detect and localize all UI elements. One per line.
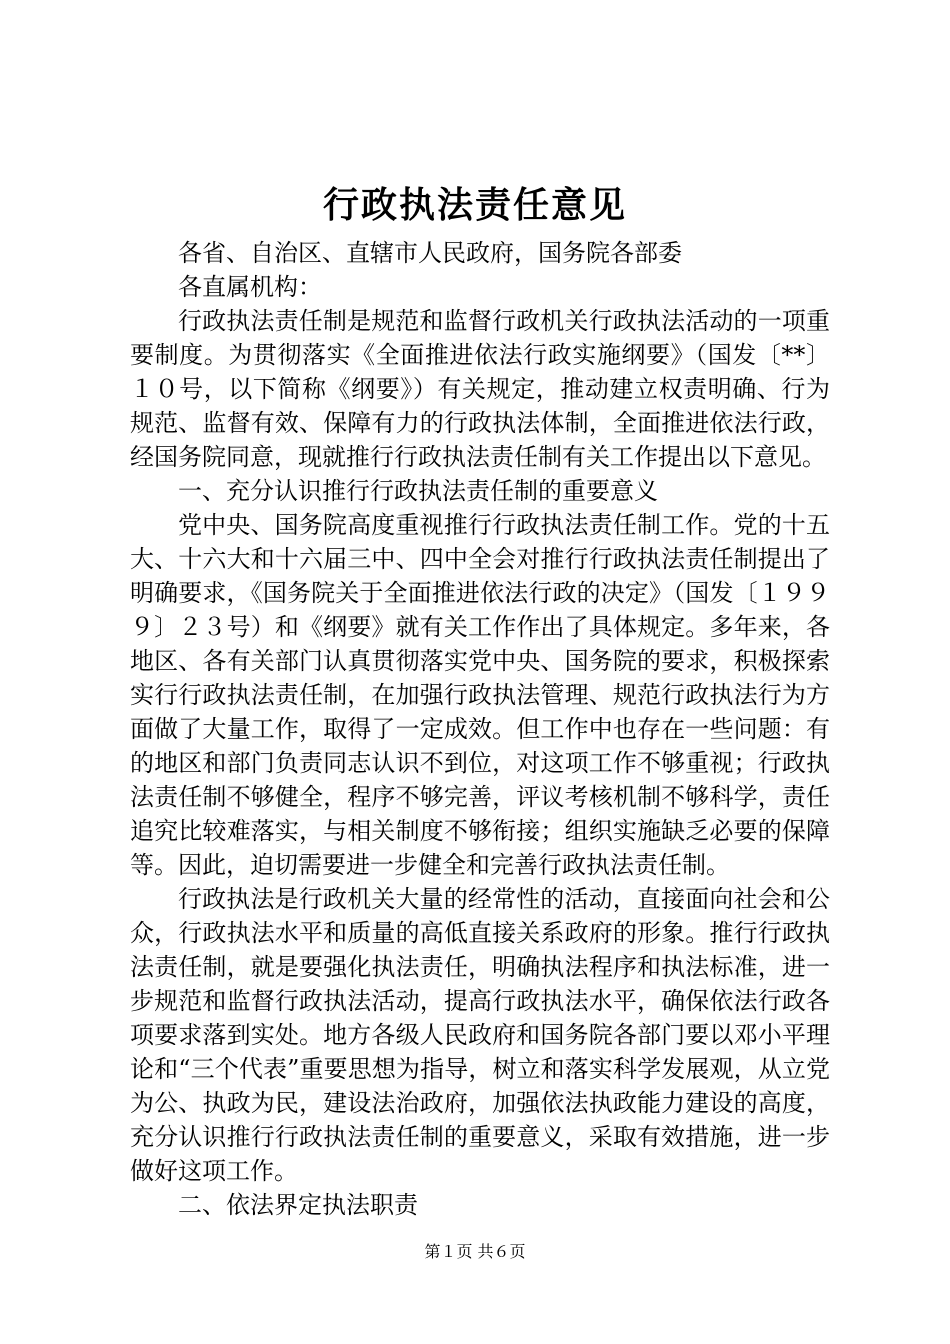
paragraph-intro: 行政执法责任制是规范和监督行政机关行政执法活动的一项重要制度。为贯彻落实《全面推进依法行政实施纲要》（国发〔**〕１０号，以下简称《纲要》）有关规定，推动建立权责明确、行为规范、监督有效、保障有力的行政执法体制，全面推进依法行政，经国务院同意，现就推行行政执法责任制有关工作提出以下意见。: [130, 307, 830, 471]
page-footer: 第１页 共６页: [424, 1242, 526, 1261]
paragraph-addressee-1: 各省、自治区、直辖市人民政府，国务院各部委: [178, 239, 682, 267]
section-heading-2: 二、依法界定执法职责: [178, 1191, 418, 1219]
paragraph-section1-a: 党中央、国务院高度重视推行行政执法责任制工作。党的十五大、十六大和十六届三中、四中全会对推行行政执法责任制提出了明确要求，《国务院关于全面推进依法行政的决定》（国发〔１９９９〕２３号）和《纲要》就有关工作作出了具体规定。多年来，各地区、各有关部门认真贯彻落实党中央、国务院的要求，积极探索实行行政执法责任制，在加强行政执法管理、规范行政执法行为方面做了大量工作，取得了一定成效。但工作中也存在一些问题：有的地区和部门负责同志认识不到位，对这项工作不够重视；行政执法责任制不够健全，程序不够完善，评议考核机制不够科学，责任追究比较难落实，与相关制度不够衔接；组织实施缺乏必要的保障等。因此，迫切需要进一步健全和完善行政执法责任制。: [130, 511, 830, 879]
section-heading-1: 一、充分认识推行行政执法责任制的重要意义: [178, 477, 658, 505]
paragraph-section1-b: 行政执法是行政机关大量的经常性的活动，直接面向社会和公众，行政执法水平和质量的高低直接关系政府的形象。推行行政执法责任制，就是要强化执法责任，明确执法程序和执法标准，进一步规范和监督行政执法活动，提高行政执法水平，确保依法行政各项要求落到实处。地方各级人民政府和国务院各部门要以邓小平理论和“三个代表”重要思想为指导，树立和落实科学发展观，从立党为公、执政为民，建设法治政府，加强依法执政能力建设的高度，充分认识推行行政执法责任制的重要意义，采取有效措施，进一步做好这项工作。: [130, 885, 830, 1185]
paragraph-addressee-2: 各直属机构：: [178, 273, 322, 301]
document-body: [130, 236, 830, 1222]
document-title: 行政执法责任意见: [322, 184, 627, 226]
